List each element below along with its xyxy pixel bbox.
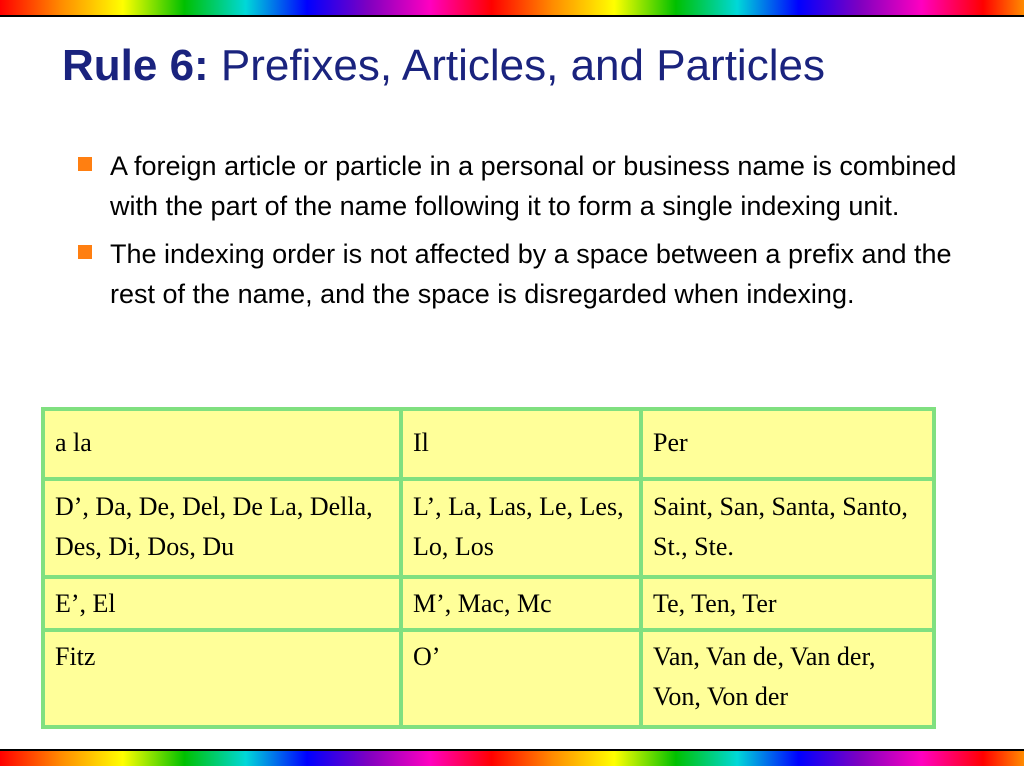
table-cell: O’ — [401, 630, 641, 727]
table-cell: Saint, San, Santa, Santo, St., Ste. — [641, 479, 934, 577]
table-cell: Fitz — [43, 630, 401, 727]
prefix-table — [41, 407, 936, 729]
table-cell: a la — [43, 409, 401, 479]
table-cell: L’, La, Las, Le, Les, Lo, Los — [401, 479, 641, 577]
bullet-text: A foreign article or particle in a personal or business name is combined with the part of the name following it to form a single indexing unit. — [110, 151, 957, 221]
slide-title-text: Prefixes, Articles, and Particles — [208, 41, 825, 90]
table-cell: Te, Ten, Ter — [641, 577, 934, 630]
slide-title — [62, 40, 1002, 93]
table-cell: Per — [641, 409, 934, 479]
table-cell: Van, Van de, Van der, Von, Von der — [641, 630, 934, 727]
slide-title-rule: Rule 6: — [62, 41, 209, 90]
bullet-item — [70, 234, 970, 314]
table-row — [43, 479, 934, 577]
bullet-list — [70, 146, 970, 322]
table-row — [43, 577, 934, 630]
table-cell: M’, Mac, Mc — [401, 577, 641, 630]
square-bullet-icon — [78, 157, 92, 171]
table-cell: D’, Da, De, Del, De La, Della, Des, Di, Dos, Du — [43, 479, 401, 577]
top-rainbow-bar — [0, 0, 1024, 17]
table-row — [43, 630, 934, 727]
bullet-text: The indexing order is not affected by a space between a prefix and the rest of the name, and the space is disregarded when indexing. — [110, 239, 952, 309]
bottom-rainbow-bar — [0, 749, 1024, 766]
table-cell: Il — [401, 409, 641, 479]
square-bullet-icon — [78, 245, 92, 259]
bullet-item — [70, 146, 970, 226]
table-row — [43, 409, 934, 479]
table-cell: E’, El — [43, 577, 401, 630]
